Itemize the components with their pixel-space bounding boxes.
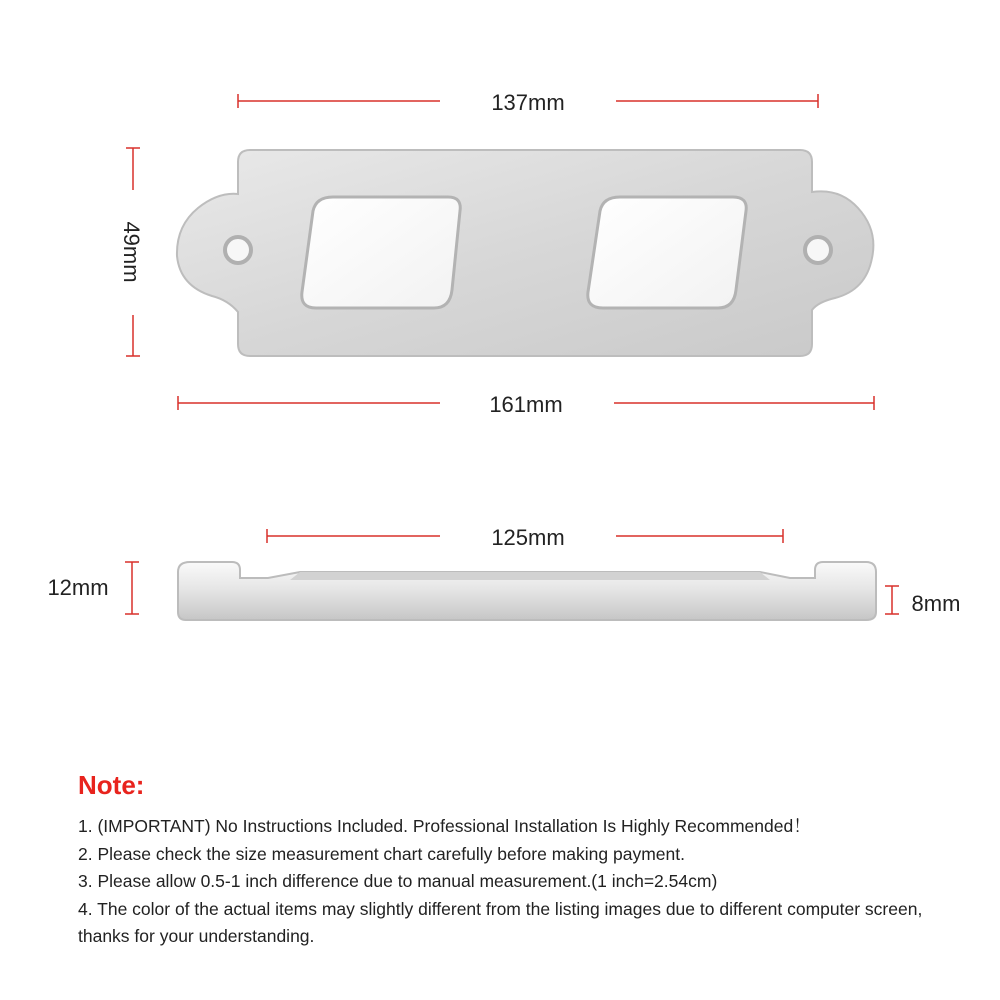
dim-label-12mm: 12mm <box>47 575 109 600</box>
mount-hole-left <box>225 237 251 263</box>
dim-label-161mm: 161mm <box>489 392 563 417</box>
side-view-bar <box>178 562 876 620</box>
dim-label-8mm: 8mm <box>911 591 961 616</box>
plate-outline <box>177 150 873 356</box>
dim-label-137mm: 137mm <box>491 90 565 115</box>
side-bar-groove <box>290 572 770 580</box>
square-cutout-left <box>302 197 460 308</box>
note-line-4: 4. The color of the actual items may slightly different from the listing images due to different computer screen, thanks for your understanding. <box>78 898 923 946</box>
note-line-1: 1. (IMPORTANT) No Instructions Included. Professional Installation Is Highly Recommended！ <box>78 816 811 836</box>
note-line-3: 3. Please allow 0.5-1 inch difference due to manual measurement.(1 inch=2.54cm) <box>78 871 718 891</box>
mount-hole-right <box>805 237 831 263</box>
top-view-plate <box>177 150 873 356</box>
note-line-2: 2. Please check the size measurement chart carefully before making payment. <box>78 843 685 864</box>
note-title: Note: <box>78 770 145 800</box>
side-bar-body <box>178 562 876 620</box>
dim-label-125mm: 125mm <box>491 525 565 550</box>
square-cutout-right <box>588 197 746 308</box>
dim-label-49mm: 49mm <box>119 221 144 283</box>
notes-section <box>78 770 978 951</box>
